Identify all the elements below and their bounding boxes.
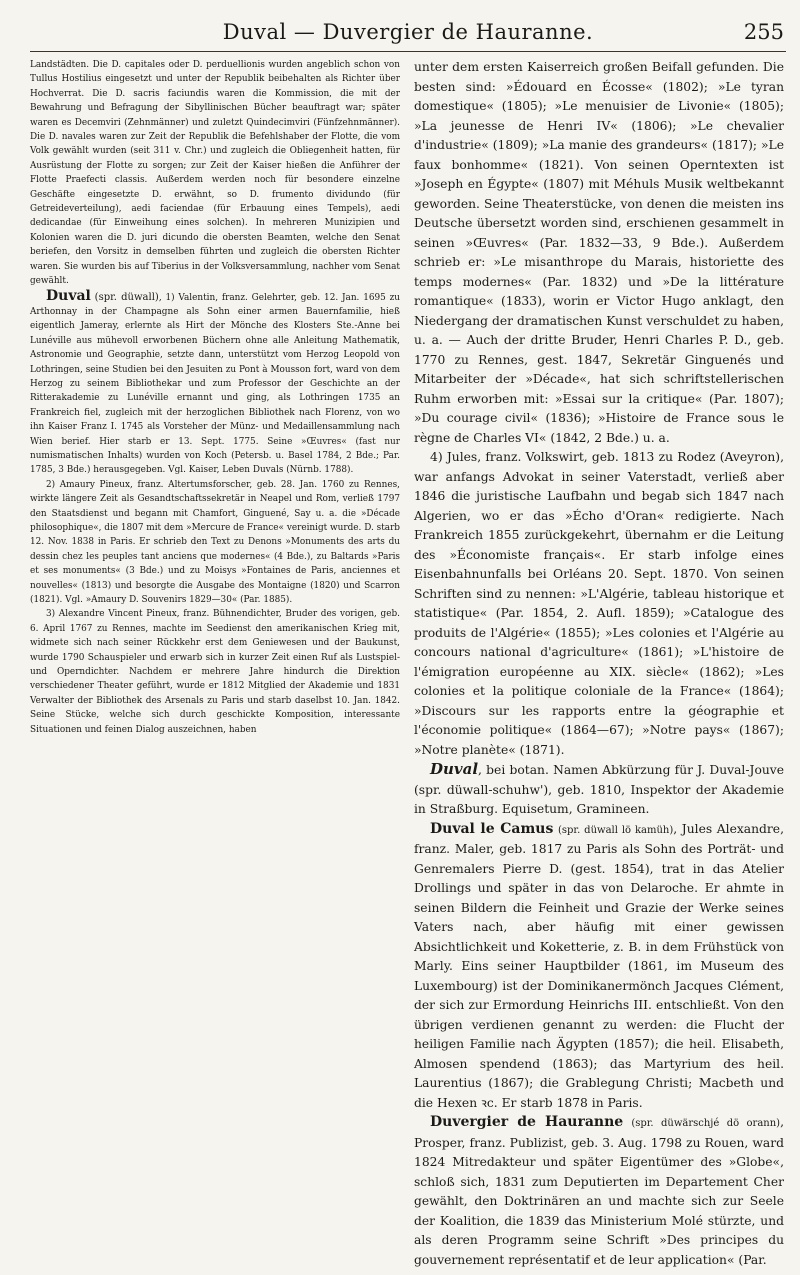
page-header xyxy=(30,0,786,52)
entry-duvergier xyxy=(414,1113,784,1270)
paragraph: 4) Jules, franz. Volkswirt, geb. 1813 zu Rodez (Aveyron), war anfangs Advokat in seiner Vaterstadt, verließ aber 1846 die juristische Laufbahn und begab sich 1847 nach Algerien, wo er das »Écho d'Oran« redigierte. Nach Frankreich 1855 zurückgekehrt, übernahm er die Leitung des »Économiste français«. Er starb infolge eines Eisenbahnunfalls bei Orléans 20. Sept. 1870. Von seinen Schriften sind zu nennen: »L'Algérie, tableau historique et statistique« (Par. 1854, 2. Aufl. 1859); »Catalogue des produits de l'Algérie« (1855); »Les colonies et l'Algérie au concours national d'agriculture« (1861); »L'histoire de l'émigration européenne au XIX. siècle« (1862); »Les colonies et la politique coloniale de la France« (1864); »Discours sur les rapports entre la géographie et l'économie politique« (1864—67); »Notre pays« (1867); »Notre planète« (1871). xyxy=(414,450,784,757)
entry-headword: Duvergier de Hauranne xyxy=(430,1114,624,1130)
paragraph: 2) Amaury Pineux, franz. Altertumsforscher, geb. 28. Jan. 1760 zu Rennes, wirkte längere Zeit als Gesandtschaftssekretär in Neapel und Rom, verließ 1797 den Staatsdienst und begann mit Chamfort, Ginguené, Say u. a. die »Décade philosophique«, die 1807 mit dem »Mercure de France« vereinigt wurde. D. starb 12. Nov. 1838 in Paris. Er schrieb den Text zu Denons »Monuments des arts du dessin chez les peuples tant anciens que modernes« (4 Bde.), zu Baltards »Paris et ses monuments« (3 Bde.) und zu Moisys »Fontaines de Paris, anciennes et nouvelles« (1813) und besorgte die Ausgabe des Montaigne (1820) und Scarron (1821). Vgl. »Amaury D. Souvenirs 1829—30« (Par. 1885). xyxy=(30,479,400,606)
entry-headword: Duval le Camus xyxy=(430,820,554,837)
paragraph: Landstädten. Die D. capitales oder D. perduellionis wurden angeblich schon von Tullus Hostilius eingesetzt und unter der Republik beibehalten als Richter über Hochverrat. Die D. sacris faciundis waren die Kommission, die mit der Bewahrung und Befragung der Sibyllinischen Bücher beauftragt war; später waren es Decemviri (Zehnmänner) und zuletzt Quindecimviri (Fünfzehnmänner). Die D. navales waren zur Zeit der Republik die Befehlshaber der Flotte, die vom Volk gewählt wurden (seit 311 v. Chr.) und zugleich die Obliegenheit hatten, für Ausrüstung der Flotte zu sorgen; zur Zeit der Kaiser hießen die Anführer der Flotte Praefecti classis. Außerdem werden noch für besondere einzelne Geschäfte eingesetzte D. erwähnt, so D. frumento dividundo (für Getreideverteilung), aedi faciendae (für Erbauung eines Tempels), aedi dedicandae (für Einweihung eines solchen). In mehreren Munizipien und Kolonien waren die D. juri dicundo die obersten Beamten, welche den Senat beriefen, den Vorsitz in demselben führten und zugleich die obersten Richter waren. Sie wurden bis auf Tiberius in der Volksversammlung, nachher vom Senat gewählt. xyxy=(30,60,400,287)
entry-pronunciation: (spr. düwärschjé dö orann) xyxy=(631,1118,781,1129)
entry-pronunciation: (spr. düwall) xyxy=(94,291,159,303)
running-title: Duval — Duvergier de Hauranne. xyxy=(222,20,594,44)
entry-headword: Duval xyxy=(430,760,479,778)
entry-duval xyxy=(30,289,400,478)
text-columns xyxy=(30,58,786,1270)
right-column xyxy=(414,58,784,1270)
entry-text: , bei botan. Namen Abkürzung für J. Duval-Jouve (spr. düwall-schuhw'), geb. 1810, Inspektor der Akademie in Straßburg. Equisetum, Gramineen. xyxy=(414,763,784,816)
page-number: 255 xyxy=(743,20,784,44)
entry-text: , 1) Valentin, franz. Gelehrter, geb. 12. Jan. 1695 zu Arthonnay in der Champagne als Sohn einer armen Bauernfamilie, hieß eigentlich Jameray, erlernte als Hirt der Mönche des Klosters Ste.-Anne bei Lunéville aus mühevoll erworbenen Büchern ohne alle Anleitung Mathematik, Astronomie und Geographie, setzte dann, unterstützt vom Herzog Leopold von Lothringen, seine Studien bei den Jesuiten zu Pont à Mousson fort, ward von dem Herzog zu seinem Bibliothekar und zum Professor der Geschichte an der Ritterakademie zu Lunéville ernannt und ging, als Lothringen 1735 an Frankreich fiel, zugleich mit der herzoglichen Bibliothek nach Florenz, von wo ihn Kaiser Franz I. 1745 als Vorsteher der Münz- und Medaillensammlung nach Wien berief. Hier starb er 13. Sept. 1775. Seine »Œuvres« (fast nur numismatischen Inhalts) wurden von Koch (Petersb. u. Basel 1784, 2 Bde.; Par. 1785, 3 Bde.) herausgegeben. Vgl. Kaiser, Leben Duvals (Nürnb. 1788). xyxy=(30,292,400,476)
entry-duval-botanic xyxy=(414,760,784,820)
entry-text: , Prosper, franz. Publizist, geb. 3. Aug. 1798 zu Rouen, ward 1824 Mitredakteur und später Eigentümer des »Globe«, schloß sich, 1831 zum Deputierten im Departement Cher gewählt, den Doktrinären an und machte sich zur Seele der Koalition, die 1839 das Ministerium Molé stürzte, und als deren Programm seine Schrift »Des principes du gouvernement représentatif et de leur application« (Par. xyxy=(414,1115,784,1267)
entry-pronunciation: (spr. düwall lö kamüh) xyxy=(557,824,674,836)
entry-duval-le-camus xyxy=(414,820,784,1114)
paragraph: 3) Alexandre Vincent Pineux, franz. Bühnendichter, Bruder des vorigen, geb. 6. April 1767 zu Rennes, machte im Seedienst den amerikanischen Krieg mit, widmete sich nach seiner Rückkehr erst dem Geniewesen und der Baukunst, wurde 1790 Schauspieler und erwarb sich in kurzer Zeit einen Ruf als Lustspiel- und Operndichter. Nachdem er mehrere Jahre hindurch die Direktion verschiedener Theater geführt, wurde er 1812 Mitglied der Akademie und 1831 Verwalter der Bibliothek des Arsenals zu Paris und starb daselbst 10. Jan. 1842. Seine Stücke, welche sich durch geschickte Komposition, interessante Situationen und feinen Dialog auszeichnen, haben xyxy=(30,609,400,735)
left-column xyxy=(30,58,400,1270)
paragraph: unter dem ersten Kaiserreich großen Beifall gefunden. Die besten sind: »Édouard en Écosse« (1802); »Le tyran domestique« (1805); »Le menuisier de Livonie« (1805); »La jeunesse de Henri IV« (1806); »Le chevalier d'industrie« (1809); »La manie des grandeurs« (1817); »Le faux bonhomme« (1821). Von seinen Operntexten ist »Joseph en Égypte« (1807) mit Méhuls Musik weltbekannt geworden. Seine Theaterstücke, von denen die meisten ins Deutsche übersetzt worden sind, erschienen gesammelt in seinen »Œuvres« (Par. 1832—33, 9 Bde.). Außerdem schrieb er: »Le misanthrope du Marais, historiette des temps modernes« (Par. 1832) und »De la littérature romantique« (1833), worin er Victor Hugo anklagt, den Niedergang der dramatischen Kunst verschuldet zu haben, u. a. — Auch der dritte Bruder, Henri Charles P. D., geb. 1770 zu Rennes, gest. 1847, Sekretär Ginguenés und Mitarbeiter der »Décade«, hat sich schriftstellerischen Ruhm erworben mit: »Essai sur la critique« (Par. 1807); »Du courage civil« (1836); »Histoire de France sous le règne de Charles VI« (1842, 2 Bde.) u. a. xyxy=(414,60,784,445)
entry-text: , Jules Alexandre, franz. Maler, geb. 1817 zu Paris als Sohn des Porträt- und Genremalers Pierre D. (gest. 1854), trat in das Atelier Drollings und später in das von Delaroche. Er ahmte in seinen Bildern die Feinheit und Grazie der Werke seines Vaters nach, aber häufig mit einer gewissen Absichtlichkeit und Koketterie, z. B. in dem Frühstück von Marly. Eins seiner Hauptbilder (1861, im Museum des Luxembourg) ist der Dominikanermönch Jacques Clément, der sich zur Ermordung Heinrichs III. entschließt. Von den übrigen verdienen genannt zu werden: die Flucht der heiligen Familie nach Ägypten (1857); die heil. Elisabeth, Almosen spendend (1863); das Martyrium des heil. Laurentius (1867); die Grablegung Christi; Macbeth und die Hexen ꝛc. Er starb 1878 in Paris. xyxy=(414,821,784,1110)
entry-headword: Duval xyxy=(46,287,91,304)
